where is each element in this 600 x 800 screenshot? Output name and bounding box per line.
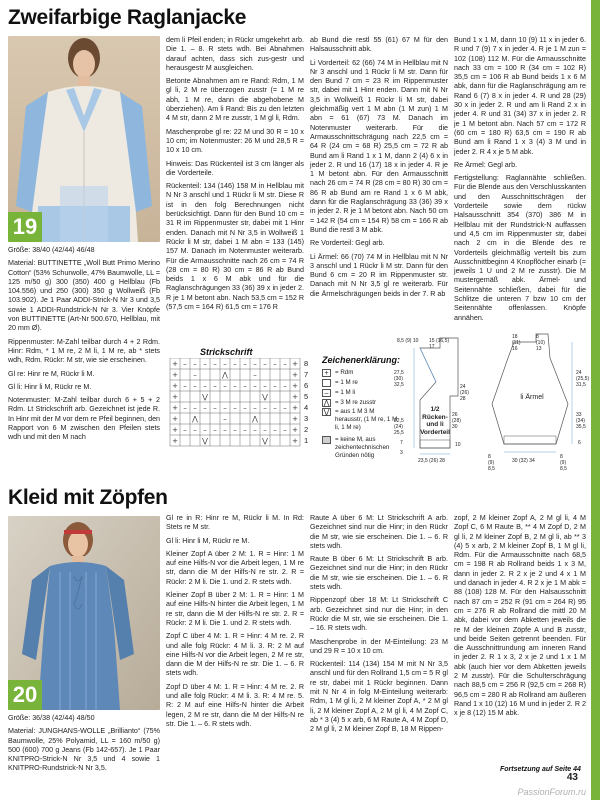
legend-text: = 3 M re zusstr [335,399,377,406]
chart-symbol: + [292,437,298,445]
schematic-dim-left-4: 3 [400,450,403,456]
paragraph: ab Bund die restl 55 (61) 67 M für den Halsausschnitt abk. [310,36,448,54]
paragraph: Kleiner Zopf B über 2 M: 1. R = Hinr: 1 M auf eine Hilfs-N hinter die Arbeit legen, 1 M re str, dann die M der Hilfs-N re str. 2. R = Rückr: 2 M li. Die 1. und 2. R stets wdh. [166,591,304,627]
legend-item [322,388,402,398]
chart-symbol: – [253,360,257,368]
chart-symbol: – [213,382,217,390]
chart-symbol: + [292,382,298,390]
paragraph: Li Vorderteil: 62 (66) 74 M in Hellblau mit N Nr 3 anschl und 1 Rückr li M str. Dann für den Bund 7 cm = 23 R im Rippenmuster str, dabei mit 1 Hinr enden. Dann mit N Nr 3,5 in Wollweiß 1 Rückr li M str, dabei gleichmäßig vert 1 M abn (1 M zun) 1 M abn = 61 (67) 73 M. Danach im Notenmuster weiterarb. Für die Armausschnittschrägung nach 22,5 cm = 64 R (24 cm = 68 R) 25,5 cm = 72 R ab Bund am li Rand 1 x 1 M, dann 2 (4) 6 x in jeder 2. R und 16 (17) 18 x in jeder 4. R je 1 M betont abn. Für den Armausschnitt nach 26 cm = 74 R (28 cm = 80 R) 30 cm = 86 R ab Bund am re Rand 1 x 6 M abk, dann für die Raglanschrägung 33 (36) 39 x in jeder 2. R je 1 M betont abn. Nach 50 cm = 142 R (54 cm = 154 R) 58 cm = 166 R ab Bund die restl 3 M abk. [310,58,448,234]
no-stitch-symbol [322,436,331,444]
chart-symbol: – [263,404,267,412]
size-text: Größe: 38/40 (42/44) 46/48 [8,246,95,254]
pattern19-photo [8,36,160,242]
chart-symbol: – [193,360,197,368]
chart-symbol: – [283,404,287,412]
sleeve-dim-bottom-3: 8 (9) 8,5 [560,454,567,472]
chart-symbol: + [292,404,298,412]
chart-symbol: – [253,426,257,434]
paragraph: Raute A über 6 M: Lt Strickschrift A arb. Gezeichnet sind nur die Hinr; in den Rückr die M str, wie sie erscheinen. Die 1. – 6. R stets wdh. [310,514,448,550]
page-number: 43 [566,772,578,783]
chart-symbol: – [243,404,247,412]
notenmuster-text: Notenmuster: M-Zahl teilbar durch 6 + 5 + 2 Rdm. Lt Strickschrift arb. Gezeichnet ist jede R. In Hinr mit der M vor dem re Pfeil beginnen, den Rapport von 6 M zwischen den Pfeilen stets wdh und mit den M nach [8,396,161,442]
chart-symbol: – [233,382,237,390]
chart-symbol: – [223,360,227,368]
paragraph: zopf, 2 M kleiner Zopf A, 2 M gl li, 4 M Zopf C, 6 M Raute B, ** 4 M Zopf D, 2 M gl li, 2 M kleiner Zopf B, 2 M gl li, ab ** 3 (4) 5 x arb, 2 M kleiner Zopf B, 1 M gl li, Rdm. Für die Armausschnitte nach 68,5 cm = 198 R ab Rollrand beids 1 x 3 M, dann in jeder 2. R 2 x je 2 und 4 x 1 M und danach in jeder 4. R 2 x je 1 M abk = 88 (108) 128 M. Für den Halsausschnitt nach 87 cm = 252 R (91 cm = 264 R) 95 cm = 276 R ab Rollrand die mittl 20 M abk, dabei vor dem Abketten jeweils die re M der kleinen Zöpfe A und B zusstr, und beide Seiten getrennt beenden. Für die Ausschnittrundung am inneren Rand in jeder 2. R 1 x 3, 2 x je 2 und 1 x 1 M abk (auch hier vor dem Abketten jeweils 2 M zusstr). Für die Schulterschrägung nach 88,5 cm = 256 R (92,5 cm = 268 R) 96,5 cm = 280 R ab Rollrand am äußeren Rand 1 x 10 (12) 16 M und in jeder 2. R 2 x je 8 (12) 15 M abk. [454,514,586,718]
chart-symbol: – [263,360,267,368]
chart-symbol: – [203,404,207,412]
chart-symbol: + [292,426,298,434]
chart-symbol: – [233,426,237,434]
chart-symbol: – [283,426,287,434]
legend-item [322,368,402,378]
chart-symbol: – [213,404,217,412]
paragraph: Rückenteil: 114 (134) 154 M mit N Nr 3,5 anschl und für den Rollrand 1,5 cm = 5 R gl re str, dabei mit 1 Rückr beginnen. Dann mit N Nr 4 in folg M-Einteilung weiterarb: Rdm, 1 M gl li, 2 M kleiner Zopf A, * 2 M gl li, 2 M kleiner Zopf A, 2 M gl li, 4 M Zopf C, ab * 3 (4) 5 x arb, 6 M Raute A, 4 M Zopf D, 2 M gl li, 2 M kleiner Zopf B, 18 M Rippen- [310,660,448,734]
row-number: 8 [304,359,309,368]
chart-symbol: – [253,382,257,390]
chart-symbol: + [172,382,178,390]
chart-symbol: – [243,426,247,434]
paragraph: Zopf D über 4 M: 1. R = Hinr: 4 M re. 2. R und alle folg Rückr: 4 M li. 3. R: 4 M re. 5. R: 2 M auf eine Hilfs-N hinter die Arbeit legen, 2 M re str, dann die M der Hilfs-N re str. Die 1. – 6. R stets wdh. [166,682,304,728]
knit-symbol [322,379,331,387]
pattern20-photo [8,516,160,710]
increase-symbol: ⋁ [323,409,330,416]
material-text: Material: JUNGHANS-WOLLE „Brillianto“ (75% Baumwolle, 25% Polyamid, LL = 160 m/50 g) 500 (600) 700 g Jeans (Fb 142-657). Je 1 Paar KNITPRO-Strick-N Nr 3,5 und 4 sowie 1 KNITPRO-Rundstrick-N Nr 3,5. [8,727,160,773]
chart-symbol: – [273,426,277,434]
edge-stitch-symbol: + [322,369,331,377]
chart-symbol: + [172,415,178,423]
chart-symbol: – [203,426,207,434]
pattern20-column-4 [454,514,586,723]
reverse-stockinette-text: Gl li: Hinr li M, Rückr re M. [8,382,92,391]
legend-text: = 1 M li [335,389,356,396]
legend-item [322,408,402,436]
chart-symbol: – [213,426,217,434]
paragraph: Kleiner Zopf A über 2 M: 1. R = Hinr: 1 M auf eine Hilfs-N vor die Arbeit legen, 1 M re str, dann die M der Hilfs-N re str. 2. R = Rückr: 2 M li. Die 1. und 2. R stets wdh. [166,549,304,586]
chart-symbol: – [193,371,197,379]
paragraph: Hinweis: Das Rückenteil ist 3 cm länger als die Vorderteile. [166,159,304,177]
chart-symbol: ⋁ [262,437,268,445]
legend-item [322,436,402,462]
chart-symbol: ⋀ [192,415,198,423]
pattern20-column-1 [8,714,160,778]
chart-symbol: – [183,382,187,390]
chart-symbol: ⋀ [252,415,258,423]
footer-watermark: PassionForum.ru [517,787,586,797]
paragraph: Rückenteil: 134 (146) 158 M in Hellblau mit N Nr 3 anschl und 1 Rückr li M str. Diese R ist in den folg Berechnungen nicht berücksichtigt. Dann für den Bund 10 cm = 31 R im Rippenmuster str, dabei mit 1 Hinr enden. Danach mit N Nr 3,5 in Wollweiß 1 Rückr li M str, dabei 1 M abn = 133 (145) 157 M. Danach im Notenmuster weiterarb. Für die Armausschnitte nach 26 cm = 74 R (28 cm = 80 R) 30 cm = 86 R ab Bund beids 1 x 6 M abk und für die Raglanschrägungen 33 (36) 39 x in jeder 2. R je 1 M betont abn. Nach 53,5 cm = 152 R (57,5 cm = 164 R) 61,5 cm = 176 R [166,182,304,312]
legend-item [322,378,402,388]
pattern19-column-4 [454,36,586,327]
chart-symbol: – [273,404,277,412]
schematic-dim-right-3: 10 [455,442,461,448]
chart-symbol: – [193,426,197,434]
chart-symbol: + [172,371,178,379]
schematic-dim-right-2: 26 (28) 30 [452,412,461,430]
legend-text: = aus 1 M 3 M herausstr, (1 M re, 1 M li, 1 M re) [335,408,398,431]
schematic-dim-top-left: 8,5 (9) 10 [397,338,419,344]
sleeve-dim-top-2: 8 (10) 13 [536,334,545,352]
chart-symbol: – [183,426,187,434]
row-number: 5 [304,392,309,401]
chart-symbol: – [253,371,257,379]
body-schematic-label: 1/2 Rücken- und li Vorderteil [420,406,450,436]
legend-text: = keine M, aus zeichentechnischen Gründen nötig [335,436,390,459]
legend [322,368,402,462]
paragraph: Fertigstellung: Raglannähte schließen. Für die Blende aus den Verschlusskanten und den Ausschnittschrägen der Vorderteile sowie dem rückw Halsausschnitt 354 (370) 386 M in Hellblau mit der Rundstrick-N auffassen und 4,5 cm im Rippenmuster str, dabei nach 2 cm in die Blende des re Vorderteils gleichmäßig verteilt bis zum Ausschnittbeginn 4 Knopflöcher einarb (= jeweils 1 U und 2 M re zusstr). Die M mustergemäß abk. Ärmel- und Seitennähte schließen, dabei für die Schlitze die unteren 7 bzw 10 cm der Seitennähte offenlassen. Knöpfe annähen. [454,174,586,322]
row-number: 6 [304,381,309,390]
chart-row-numbers [304,358,316,446]
chart-symbol: – [223,415,227,423]
paragraph: Zopf C über 4 M: 1. R = Hinr: 4 M re. 2. R und alle folg Rückr: 4 M li. 3. R: 2 M auf eine Hilfs-N vor die Arbeit legen, 2 M re str, dann die M der Hilfs-N re str. Die 1. – 6. R stets wdh. [166,632,304,678]
chart-symbol: + [292,415,298,423]
pattern19-title: Zweifarbige Raglanjacke [8,6,247,29]
schematic-dim-bottom: 23,5 (26) 28 [418,458,445,464]
material-text: Material: BUTTINETTE „Woll Butt Primo Merino Cotton“ (53% Schurwolle, 47% Baumwolle, LL = 125 m/50 g) 300 (350) 400 g Hellblau (Fb 104.556) und 250 (300) 350 g Wollweiß (Fb 103.902). Je 1 Paar ADDI-Strick-N Nr 3 und 3,5 sowie 1 ADDI-Rundstrick-N Nr 3. Vier Knöpfe von BUTTINETTE (Art-Nr 500.670, Hellblau, mit 20 mm Ø). [8,259,160,333]
schematic-dim-top: 15 (16,5) 17 [429,338,450,350]
legend-text: = Rdm [335,369,354,376]
chart-symbol: – [233,360,237,368]
paragraph: Maschenprobe gl re: 22 M und 30 R = 10 x 10 cm; im Notenmuster: 26 M und 28,5 R = 10 x 10 cm. [166,127,304,155]
chart-symbol: – [223,426,227,434]
sleeve-schematic-label: li Ärmel [520,394,544,401]
pattern19-column-2 [166,36,304,316]
chart-symbol: + [172,437,178,445]
row-number: 4 [304,403,309,412]
chart-symbol: – [273,382,277,390]
chart-symbol: ⋀ [222,371,228,379]
chart-symbol: – [203,360,207,368]
chart-symbol: – [193,404,197,412]
chart-symbol: – [283,360,287,368]
schematic-dim-right-1: 24 (26) 28 [460,384,469,402]
chart-symbol: – [223,404,227,412]
chart-symbol: – [183,404,187,412]
paragraph: Raute B über 6 M: Lt Strickschrift B arb. Gezeichnet sind nur die Hinr; in den Rückr die M str, wie sie erscheinen. Die 1. – 6. R stets wdh. [310,555,448,592]
chart-symbol: + [292,371,298,379]
paragraph: dem li Pfeil enden; in Rückr umgekehrt arb. Die 1. – 8. R stets wdh. Bei Abnahmen darauf achten, dass sich zus-gestr und herausgestr M ausgleichen. [166,36,304,72]
row-number: 1 [304,436,309,445]
sleeve-dim-right-1: 24 (25,5) 31,5 [576,370,590,388]
schematic-dim-left-1: 27,5 (30) 32,5 [394,370,404,388]
chart-symbol: – [253,404,257,412]
row-number: 3 [304,414,309,423]
chart-symbol: + [172,404,178,412]
sleeve-dim-bottom-1: 8 (9) 8,5 [488,454,495,472]
sleeve-dim-bottom-2: 30 (32) 34 [512,458,535,464]
paragraph: Gl li: Hinr li M, Rückr re M. [166,536,250,545]
chart-symbol: ⋁ [202,393,208,401]
legend-text: = 1 M re [335,379,358,386]
rib-pattern-text: Rippenmuster: M-Zahl teilbar durch 4 + 2 Rdm. Hinr: Rdm, * 1 M re, 2 M li, 1 M re, ab * stets wdh, Rdm. Rückr: M str, wie sie erscheinen. [8,337,160,365]
sleeve-dim-top-1: 18 (11) 16 [512,334,521,352]
pattern20-title: Kleid mit Zöpfen [8,486,168,509]
paragraph: Gl re in R: Hinr re M, Rückr li M. In Rd: Stets re M str. [166,514,304,532]
pattern20-column-3 [310,514,448,739]
chart-symbol: + [172,360,178,368]
size-text: Größe: 36/38 (42/44) 48/50 [8,714,95,722]
paragraph: Re Vorderteil: Gegl arb. [310,239,385,248]
stockinette-text: Gl re: Hinr re M, Rückr li M. [8,369,95,378]
chart-symbol: – [183,360,187,368]
chart-symbol: – [243,360,247,368]
pattern19-column-1 [8,246,160,447]
chart-symbol: – [243,382,247,390]
chart-symbol: – [283,382,287,390]
paragraph: Bund 1 x 1 M, dann 10 (9) 11 x in jeder 6. R und 7 (9) 7 x in jeder 4. R je 1 M zun = 102 (108) 112 M. Für die Armausschnitte nach 33 cm = 100 R (34 cm = 102 R) 35,5 cm = 106 R ab Bund beids 1 x 6 M abk, dann für die Raglanschrägung am re Rand 6 (7) 8 x in jeder 4. R und 28 (29) 30 x in jeder 2. R und am li Rand 2 x in jeder 4. R und 31 (34) 37 x in jeder 2. R je 1 M betont abn. Nach 57 cm = 172 R (60 cm = 180 R) 63,5 cm = 190 R ab Bund am li Rand 1 x 3 (4) 3 M und in jeder 2. R 4 x je 5 M abk. [454,36,586,156]
pattern19-number-badge: 19 [8,212,42,242]
chart-symbol: – [203,382,207,390]
chart-symbol: – [273,360,277,368]
chart-symbol: – [263,382,267,390]
chart-symbol: + [292,360,298,368]
legend-title: Zeichenerklärung: [322,355,401,365]
schematic-dim-left-3: 7 [400,440,403,446]
schematic-dim-left-2: 22,5 (24) 25,5 [394,418,404,436]
chart-symbol: ⋁ [202,437,208,445]
paragraph: Maschenprobe in der M-Einteilung: 23 M und 29 R = 10 x 10 cm. [310,637,448,655]
pattern19-column-3 [310,36,448,303]
chart-symbol: ⋁ [262,393,268,401]
paragraph: Li Ärmel: 66 (70) 74 M in Hellblau mit N Nr 3 anschl und 1 Rückr li M str. Dann für den Bund 6 cm = 20 R im Rippenmuster str. Danach mit N Nr 3,5 gl re weiterarb. Für die Ärmelschrägungen beids in der 7. R ab [310,252,448,298]
chart-symbol: + [292,393,298,401]
chart-symbol: – [193,382,197,390]
continuation-note: Fortsetzung auf Seite 44 [500,766,581,773]
row-number: 7 [304,370,309,379]
chart-symbol: – [263,426,267,434]
strickschrift-chart [166,358,316,454]
paragraph: Re Ärmel: Gegl arb. [454,160,518,169]
row-number: 2 [304,425,309,434]
legend-item [322,398,402,408]
chart-symbol: + [172,426,178,434]
accent-side-bar [591,0,600,800]
chart-symbol: + [172,393,178,401]
paragraph: Rippenzopf über 18 M: Lt Strickschrift C arb. Gezeichnet sind nur die Hinr; in den Rückr die M str, wie sie erscheinen. Die 1. – 16. R stets wdh. [310,596,448,633]
chart-symbol: – [213,360,217,368]
paragraph: Betonte Abnahmen am re Rand: Rdm, 1 M gl li, 2 M re überzogen zusstr (= 1 M re abh, 1 M re, dann die abgehobene M überziehen). Am li Rand: Bis zu den letzten 4 M str, dann 2 M re zusstr, 1 M gl li, Rdm. [166,77,304,123]
pattern20-column-2 [166,514,304,733]
pattern20-number-badge: 20 [8,680,42,710]
strickschrift-label: Strickschrift [200,347,253,357]
sleeve-dim-right-2: 33 (34) 35,5 [576,412,586,430]
chart-symbol: – [233,404,237,412]
chart-symbol: – [223,382,227,390]
sleeve-dim-right-3: 6 [578,440,581,446]
purl-symbol: – [322,389,331,397]
decrease-symbol: ⋀ [323,400,330,407]
